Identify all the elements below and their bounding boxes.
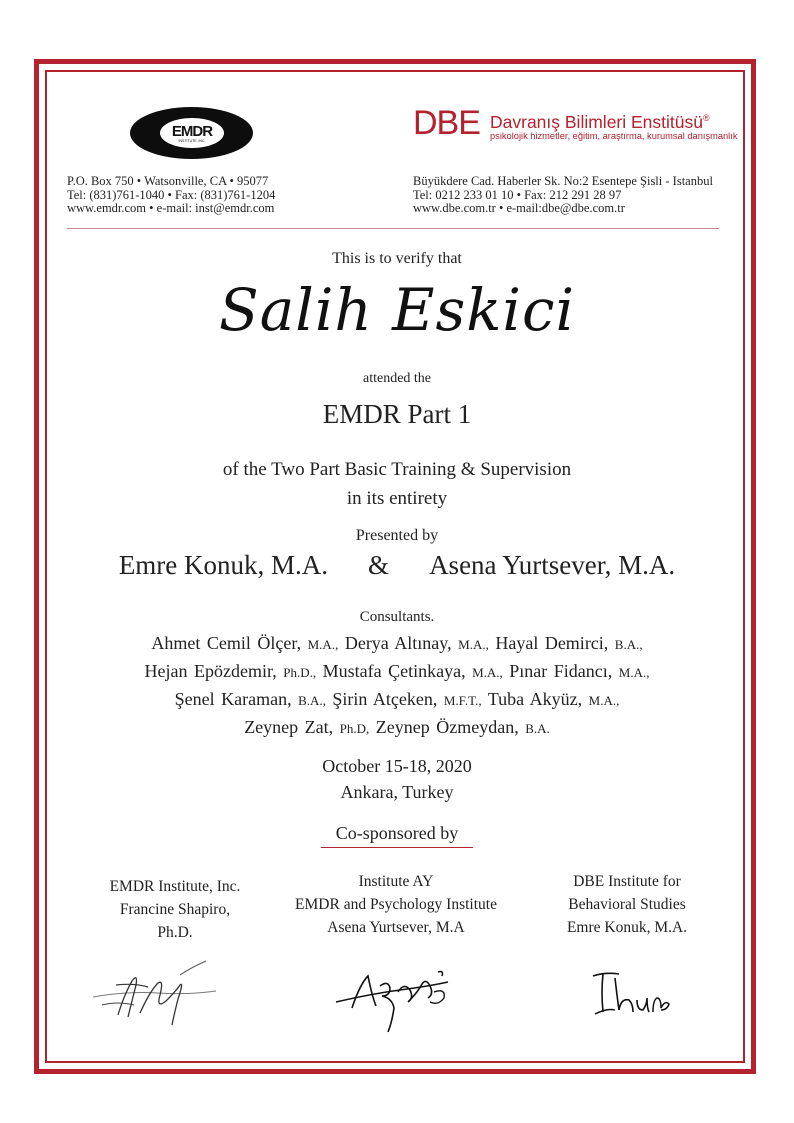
- consultant-degree: M.A.,: [458, 637, 489, 652]
- consultant-degree: B.A.: [525, 721, 550, 736]
- emdr-institute-logo: [130, 107, 253, 159]
- presenter-2: Asena Yurtsever, M.A.: [429, 550, 676, 580]
- consultants-row: [0, 714, 794, 742]
- consultant-name: Ahmet Cemil Ölçer,: [151, 633, 302, 653]
- course-title: EMDR Part 1: [322, 399, 472, 429]
- sponsor-dbe-institute: [535, 870, 719, 939]
- dbe-address-line: Büyükdere Cad. Haberler Sk. No:2 Esentepe Şisli - Istanbul: [413, 174, 713, 188]
- cosponsored-underline: [321, 847, 473, 848]
- consultants-list: [0, 630, 794, 742]
- attended-text: attended the: [362, 371, 432, 386]
- consultant-name: Mustafa Çetinkaya,: [322, 661, 466, 681]
- dbe-tagline: psikolojik hizmetler, eğitim, araştırma, kurumsal danışmanlık: [490, 131, 738, 141]
- sponsor-line: Institute AY: [358, 873, 434, 890]
- course-description: [0, 455, 794, 513]
- cosponsored-by-label: Co-sponsored by: [335, 823, 459, 843]
- consultant-name: Zeynep Özmeydan,: [375, 717, 519, 737]
- emdr-web-line: www.emdr.com • e-mail: inst@emdr.com: [67, 201, 275, 215]
- consultants-label: Consultants.: [359, 609, 435, 625]
- consultant-degree: M.A.,: [618, 665, 650, 680]
- signature-asena-yurtsever: [330, 962, 460, 1037]
- presented-by-label: Presented by: [355, 527, 439, 544]
- consultant-name: Şenel Karaman,: [174, 689, 292, 709]
- consultants-row: [0, 658, 794, 686]
- consultant-degree: B.A.,: [614, 637, 643, 652]
- signature-emre-konuk: [585, 964, 675, 1024]
- course-description-line2: in its entirety: [346, 488, 448, 509]
- event-date-location: [0, 753, 794, 805]
- signature-francine-shapiro: [88, 955, 223, 1030]
- event-location: Ankara, Turkey: [340, 782, 454, 802]
- sponsor-line: Emre Konuk, M.A.: [566, 919, 688, 936]
- dbe-address-block: [413, 175, 713, 216]
- consultant-degree: Ph.D.,: [283, 665, 317, 680]
- emdr-logo-subtext: INSTITUTE, INC.: [178, 139, 206, 143]
- emdr-phone-line: Tel: (831)761-1040 • Fax: (831)761-1204: [67, 187, 276, 202]
- consultant-degree: M.A.,: [588, 693, 620, 708]
- emdr-address-block: [67, 175, 275, 216]
- presenter-ampersand: &: [368, 550, 390, 580]
- dbe-registered-mark: ®: [702, 113, 710, 123]
- emdr-logo-text: EMDR: [171, 123, 213, 140]
- consultant-name: Şirin Atçeken,: [332, 689, 438, 709]
- presenter-1: Emre Konuk, M.A.: [118, 550, 329, 580]
- sponsor-institute-ay: [266, 870, 526, 939]
- course-description-line1: of the Two Part Basic Training & Supervision: [222, 459, 572, 480]
- sponsor-line: EMDR and Psychology Institute: [295, 896, 497, 913]
- sponsor-line: Francine Shapiro,: [119, 901, 231, 918]
- recipient-name: Salih Eskici: [218, 276, 576, 344]
- consultant-name: Tuba Akyüz,: [487, 689, 583, 709]
- dbe-logo-mark: DBE: [413, 104, 480, 142]
- consultant-name: Hejan Epözdemir,: [144, 661, 277, 681]
- dbe-institute-name: [490, 109, 710, 131]
- consultant-degree: B.A.,: [298, 693, 326, 708]
- sponsor-line: Ph.D.: [157, 924, 193, 941]
- sponsor-emdr-institute: [85, 875, 265, 944]
- sponsor-line: Asena Yurtsever, M.A: [327, 919, 465, 936]
- consultant-degree: M.A.,: [307, 637, 339, 652]
- sponsor-line: EMDR Institute, Inc.: [109, 878, 241, 895]
- dbe-name-text: Davranış Bilimleri Enstitüsü: [490, 111, 703, 132]
- dbe-phone-line: Tel: 0212 233 01 10 • Fax: 212 291 28 97: [413, 187, 622, 202]
- consultant-name: Zeynep Zat,: [244, 717, 334, 737]
- consultant-name: Pınar Fidancı,: [509, 661, 613, 681]
- consultant-degree: M.A.,: [472, 665, 503, 680]
- consultant-degree: Ph.D,: [339, 721, 370, 736]
- consultants-row: [0, 630, 794, 658]
- sponsor-line: DBE Institute for: [573, 873, 681, 890]
- sponsor-line: Behavioral Studies: [568, 896, 686, 913]
- consultant-name: Hayal Demirci,: [495, 633, 609, 653]
- consultant-name: Derya Altınay,: [344, 633, 452, 653]
- header-divider: [67, 228, 719, 229]
- dbe-web-line: www.dbe.com.tr • e-mail:dbe@dbe.com.tr: [413, 201, 625, 215]
- consultant-degree: M.F.T.,: [443, 693, 482, 708]
- event-date: October 15-18, 2020: [322, 756, 472, 776]
- verify-text: This is to verify that: [332, 250, 462, 267]
- presenters: [0, 550, 794, 581]
- emdr-address-line: P.O. Box 750 • Watsonville, CA • 95077: [67, 174, 269, 188]
- consultants-row: [0, 686, 794, 714]
